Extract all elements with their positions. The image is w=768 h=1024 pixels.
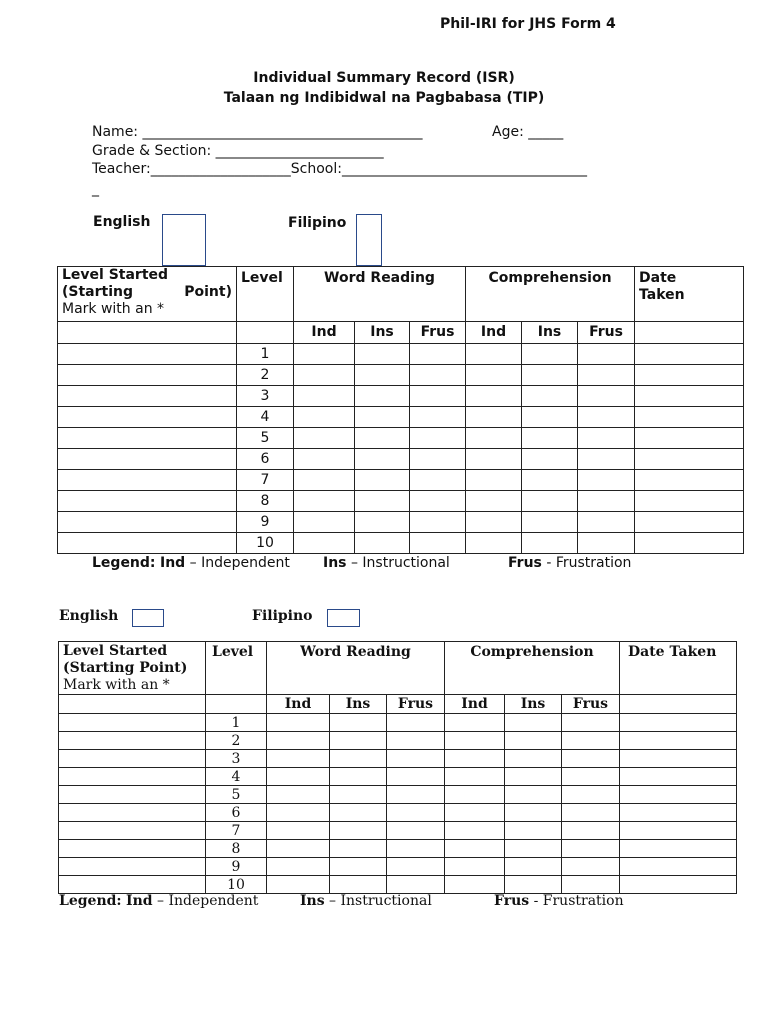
level-number: 6 xyxy=(206,804,267,822)
comp-frus-header: Frus xyxy=(578,322,635,344)
table-row xyxy=(59,822,737,840)
entry-cell[interactable] xyxy=(410,449,466,470)
age-field[interactable]: Age: _____ xyxy=(492,124,564,140)
form-code: Phil-IRI for JHS Form 4 xyxy=(440,16,616,32)
entry-cell[interactable] xyxy=(355,428,410,449)
entry-cell[interactable] xyxy=(466,512,522,533)
entry-cell[interactable] xyxy=(267,840,330,858)
level-started-header: Level Started (Starting Point) Mark with an * xyxy=(59,642,206,695)
name-field[interactable]: Name: ________________________________________ xyxy=(92,124,423,140)
entry-cell[interactable] xyxy=(59,768,206,786)
entry-cell[interactable] xyxy=(387,768,445,786)
level-number: 4 xyxy=(237,407,294,428)
empty-cell[interactable] xyxy=(620,695,737,714)
entry-cell[interactable] xyxy=(387,714,445,732)
filipino-label-2: Filipino xyxy=(252,608,313,624)
entry-cell[interactable] xyxy=(294,533,355,554)
wr-frus-header: Frus xyxy=(387,695,445,714)
entry-cell[interactable] xyxy=(59,840,206,858)
entry-cell[interactable] xyxy=(294,491,355,512)
entry-cell[interactable] xyxy=(578,407,635,428)
entry-cell[interactable] xyxy=(505,840,562,858)
level-number: 5 xyxy=(206,786,267,804)
entry-cell[interactable] xyxy=(578,365,635,386)
entry-cell[interactable] xyxy=(466,386,522,407)
entry-cell[interactable] xyxy=(330,876,387,894)
entry-cell[interactable] xyxy=(410,470,466,491)
empty-cell[interactable] xyxy=(237,322,294,344)
entry-cell[interactable] xyxy=(578,533,635,554)
entry-cell[interactable] xyxy=(562,876,620,894)
entry-cell[interactable] xyxy=(466,407,522,428)
comprehension-header: Comprehension xyxy=(445,642,620,695)
isr-table-2-body xyxy=(59,714,737,894)
entry-cell[interactable] xyxy=(294,407,355,428)
entry-cell[interactable] xyxy=(330,714,387,732)
entry-cell[interactable] xyxy=(466,470,522,491)
table-row xyxy=(59,876,737,894)
entry-cell[interactable] xyxy=(505,732,562,750)
level-number: 8 xyxy=(237,491,294,512)
entry-cell[interactable] xyxy=(562,786,620,804)
table-row xyxy=(58,344,744,365)
level-number: 10 xyxy=(237,533,294,554)
entry-cell[interactable] xyxy=(267,732,330,750)
comp-ind-header: Ind xyxy=(445,695,505,714)
entry-cell[interactable] xyxy=(635,386,744,407)
table-row xyxy=(59,750,737,768)
entry-cell[interactable] xyxy=(466,428,522,449)
entry-cell[interactable] xyxy=(387,858,445,876)
entry-cell[interactable] xyxy=(635,365,744,386)
entry-cell[interactable] xyxy=(505,768,562,786)
entry-cell[interactable] xyxy=(267,750,330,768)
entry-cell[interactable] xyxy=(355,449,410,470)
table-row xyxy=(58,365,744,386)
entry-cell[interactable] xyxy=(522,470,578,491)
entry-cell[interactable] xyxy=(355,512,410,533)
entry-cell[interactable] xyxy=(562,732,620,750)
entry-cell[interactable] xyxy=(522,449,578,470)
entry-cell[interactable] xyxy=(59,732,206,750)
title-tip: Talaan ng Indibidwal na Pagbabasa (TIP) xyxy=(223,90,545,106)
entry-cell[interactable] xyxy=(294,449,355,470)
entry-cell[interactable] xyxy=(355,533,410,554)
table-row xyxy=(59,732,737,750)
entry-cell[interactable] xyxy=(445,714,505,732)
entry-cell[interactable] xyxy=(445,804,505,822)
entry-cell[interactable] xyxy=(620,732,737,750)
empty-cell[interactable] xyxy=(59,695,206,714)
entry-cell[interactable] xyxy=(466,344,522,365)
entry-cell[interactable] xyxy=(562,822,620,840)
entry-cell[interactable] xyxy=(620,858,737,876)
entry-cell[interactable] xyxy=(294,428,355,449)
entry-cell[interactable] xyxy=(505,804,562,822)
entry-cell[interactable] xyxy=(562,858,620,876)
entry-cell[interactable] xyxy=(410,344,466,365)
table-row xyxy=(59,840,737,858)
wr-ind-header: Ind xyxy=(294,322,355,344)
entry-cell[interactable] xyxy=(635,470,744,491)
entry-cell[interactable] xyxy=(58,512,237,533)
english-checkbox-2[interactable] xyxy=(132,609,164,627)
entry-cell[interactable] xyxy=(620,822,737,840)
entry-cell[interactable] xyxy=(410,365,466,386)
entry-cell[interactable] xyxy=(445,786,505,804)
entry-cell[interactable] xyxy=(620,750,737,768)
level-started-header: Level Started (Starting Point) Mark with an * xyxy=(58,267,237,322)
entry-cell[interactable] xyxy=(410,491,466,512)
entry-cell[interactable] xyxy=(522,491,578,512)
entry-cell[interactable] xyxy=(620,804,737,822)
entry-cell[interactable] xyxy=(620,876,737,894)
entry-cell[interactable] xyxy=(387,750,445,768)
entry-cell[interactable] xyxy=(330,768,387,786)
entry-cell[interactable] xyxy=(410,512,466,533)
entry-cell[interactable] xyxy=(445,876,505,894)
entry-cell[interactable] xyxy=(522,533,578,554)
date-taken-header: Date Taken xyxy=(635,267,744,322)
entry-cell[interactable] xyxy=(59,804,206,822)
entry-cell[interactable] xyxy=(267,768,330,786)
entry-cell[interactable] xyxy=(59,822,206,840)
entry-cell[interactable] xyxy=(466,491,522,512)
entry-cell[interactable] xyxy=(330,822,387,840)
level-number: 10 xyxy=(206,876,267,894)
entry-cell[interactable] xyxy=(635,428,744,449)
comp-ins-header: Ins xyxy=(505,695,562,714)
entry-cell[interactable] xyxy=(522,344,578,365)
entry-cell[interactable] xyxy=(58,344,237,365)
table-row xyxy=(58,449,744,470)
table-row xyxy=(58,533,744,554)
entry-cell[interactable] xyxy=(58,407,237,428)
entry-cell[interactable] xyxy=(445,768,505,786)
table-row xyxy=(58,512,744,533)
level-number: 3 xyxy=(237,386,294,407)
entry-cell[interactable] xyxy=(578,449,635,470)
entry-cell[interactable] xyxy=(466,449,522,470)
level-header: Level xyxy=(237,267,294,322)
level-number: 9 xyxy=(237,512,294,533)
entry-cell[interactable] xyxy=(410,386,466,407)
english-checkbox-1[interactable] xyxy=(162,214,206,266)
entry-cell[interactable] xyxy=(294,344,355,365)
entry-cell[interactable] xyxy=(635,407,744,428)
entry-cell[interactable] xyxy=(505,750,562,768)
entry-cell[interactable] xyxy=(355,386,410,407)
entry-cell[interactable] xyxy=(522,512,578,533)
entry-cell[interactable] xyxy=(355,344,410,365)
word-reading-header: Word Reading xyxy=(267,642,445,695)
entry-cell[interactable] xyxy=(58,470,237,491)
entry-cell[interactable] xyxy=(505,822,562,840)
table-row xyxy=(58,407,744,428)
entry-cell[interactable] xyxy=(59,714,206,732)
entry-cell[interactable] xyxy=(267,804,330,822)
filipino-label-1: Filipino xyxy=(288,215,347,231)
level-number: 4 xyxy=(206,768,267,786)
entry-cell[interactable] xyxy=(58,386,237,407)
entry-cell[interactable] xyxy=(635,344,744,365)
entry-cell[interactable] xyxy=(59,876,206,894)
entry-cell[interactable] xyxy=(330,750,387,768)
entry-cell[interactable] xyxy=(635,512,744,533)
table-row xyxy=(59,768,737,786)
comprehension-header: Comprehension xyxy=(466,267,635,322)
entry-cell[interactable] xyxy=(635,449,744,470)
entry-cell[interactable] xyxy=(505,714,562,732)
isr-table-1-body xyxy=(58,344,744,554)
table-row xyxy=(58,491,744,512)
entry-cell[interactable] xyxy=(445,732,505,750)
table-row xyxy=(58,428,744,449)
entry-cell[interactable] xyxy=(330,786,387,804)
entry-cell[interactable] xyxy=(387,822,445,840)
legend-1: Legend: Ind – Independent Ins – Instructional Frus - Frustration xyxy=(92,555,632,571)
entry-cell[interactable] xyxy=(387,732,445,750)
level-number: 7 xyxy=(206,822,267,840)
entry-cell[interactable] xyxy=(635,491,744,512)
date-taken-header: Date Taken xyxy=(620,642,737,695)
entry-cell[interactable] xyxy=(522,386,578,407)
entry-cell[interactable] xyxy=(410,428,466,449)
legend-2: Legend: Ind – Independent Ins – Instructional Frus - Frustration xyxy=(59,893,624,909)
entry-cell[interactable] xyxy=(578,491,635,512)
entry-cell[interactable] xyxy=(445,750,505,768)
entry-cell[interactable] xyxy=(387,840,445,858)
entry-cell[interactable] xyxy=(387,876,445,894)
isr-table-2 xyxy=(58,641,737,894)
entry-cell[interactable] xyxy=(294,470,355,491)
entry-cell[interactable] xyxy=(635,533,744,554)
table-row xyxy=(59,714,737,732)
wr-ins-header: Ins xyxy=(330,695,387,714)
word-reading-header: Word Reading xyxy=(294,267,466,322)
comp-ins-header: Ins xyxy=(522,322,578,344)
entry-cell[interactable] xyxy=(445,840,505,858)
entry-cell[interactable] xyxy=(58,365,237,386)
entry-cell[interactable] xyxy=(355,470,410,491)
entry-cell[interactable] xyxy=(578,428,635,449)
entry-cell[interactable] xyxy=(578,470,635,491)
wr-ind-header: Ind xyxy=(267,695,330,714)
entry-cell[interactable] xyxy=(578,386,635,407)
entry-cell[interactable] xyxy=(445,822,505,840)
teacher-school-field[interactable]: Teacher:____________________School:___________________________________ xyxy=(92,161,587,177)
level-number: 6 xyxy=(237,449,294,470)
table-row xyxy=(59,786,737,804)
level-number: 5 xyxy=(237,428,294,449)
empty-cell[interactable] xyxy=(635,322,744,344)
grade-section-field[interactable]: Grade & Section: ________________________ xyxy=(92,143,384,159)
entry-cell[interactable] xyxy=(505,876,562,894)
table-row xyxy=(58,470,744,491)
entry-cell[interactable] xyxy=(59,750,206,768)
entry-cell[interactable] xyxy=(466,533,522,554)
isr-table-1 xyxy=(57,266,744,554)
entry-cell[interactable] xyxy=(562,804,620,822)
wr-frus-header: Frus xyxy=(410,322,466,344)
entry-cell[interactable] xyxy=(355,407,410,428)
entry-cell[interactable] xyxy=(387,786,445,804)
entry-cell[interactable] xyxy=(522,407,578,428)
entry-cell[interactable] xyxy=(355,365,410,386)
entry-cell[interactable] xyxy=(445,858,505,876)
level-number: 2 xyxy=(237,365,294,386)
entry-cell[interactable] xyxy=(578,512,635,533)
entry-cell[interactable] xyxy=(294,512,355,533)
entry-cell[interactable] xyxy=(58,491,237,512)
comp-frus-header: Frus xyxy=(562,695,620,714)
entry-cell[interactable] xyxy=(59,786,206,804)
entry-cell[interactable] xyxy=(267,786,330,804)
entry-cell[interactable] xyxy=(58,428,237,449)
entry-cell[interactable] xyxy=(294,386,355,407)
comp-ind-header: Ind xyxy=(466,322,522,344)
entry-cell[interactable] xyxy=(505,786,562,804)
entry-cell[interactable] xyxy=(522,365,578,386)
english-label-1: English xyxy=(93,214,151,230)
entry-cell[interactable] xyxy=(466,365,522,386)
empty-cell[interactable] xyxy=(206,695,267,714)
entry-cell[interactable] xyxy=(562,750,620,768)
entry-cell[interactable] xyxy=(620,786,737,804)
wr-ins-header: Ins xyxy=(355,322,410,344)
field-continuation: _ xyxy=(92,181,99,197)
level-number: 8 xyxy=(206,840,267,858)
entry-cell[interactable] xyxy=(294,365,355,386)
entry-cell[interactable] xyxy=(522,428,578,449)
level-number: 3 xyxy=(206,750,267,768)
entry-cell[interactable] xyxy=(330,804,387,822)
entry-cell[interactable] xyxy=(620,840,737,858)
level-number: 1 xyxy=(206,714,267,732)
table-row xyxy=(59,804,737,822)
entry-cell[interactable] xyxy=(267,876,330,894)
entry-cell[interactable] xyxy=(505,858,562,876)
entry-cell[interactable] xyxy=(330,858,387,876)
table-row xyxy=(58,386,744,407)
entry-cell[interactable] xyxy=(58,449,237,470)
entry-cell[interactable] xyxy=(58,533,237,554)
empty-cell[interactable] xyxy=(58,322,237,344)
entry-cell[interactable] xyxy=(562,714,620,732)
entry-cell[interactable] xyxy=(59,858,206,876)
table-row xyxy=(59,858,737,876)
entry-cell[interactable] xyxy=(267,858,330,876)
entry-cell[interactable] xyxy=(620,714,737,732)
entry-cell[interactable] xyxy=(330,732,387,750)
filipino-checkbox-1[interactable] xyxy=(356,214,382,266)
level-number: 1 xyxy=(237,344,294,365)
title-isr: Individual Summary Record (ISR) xyxy=(253,70,515,86)
level-number: 9 xyxy=(206,858,267,876)
entry-cell[interactable] xyxy=(267,714,330,732)
filipino-checkbox-2[interactable] xyxy=(327,609,360,627)
entry-cell[interactable] xyxy=(387,804,445,822)
entry-cell[interactable] xyxy=(562,840,620,858)
entry-cell[interactable] xyxy=(355,491,410,512)
entry-cell[interactable] xyxy=(620,768,737,786)
level-number: 7 xyxy=(237,470,294,491)
entry-cell[interactable] xyxy=(410,407,466,428)
entry-cell[interactable] xyxy=(330,840,387,858)
english-label-2: English xyxy=(59,608,119,624)
level-number: 2 xyxy=(206,732,267,750)
level-header: Level xyxy=(206,642,267,695)
entry-cell[interactable] xyxy=(267,822,330,840)
entry-cell[interactable] xyxy=(410,533,466,554)
entry-cell[interactable] xyxy=(562,768,620,786)
entry-cell[interactable] xyxy=(578,344,635,365)
